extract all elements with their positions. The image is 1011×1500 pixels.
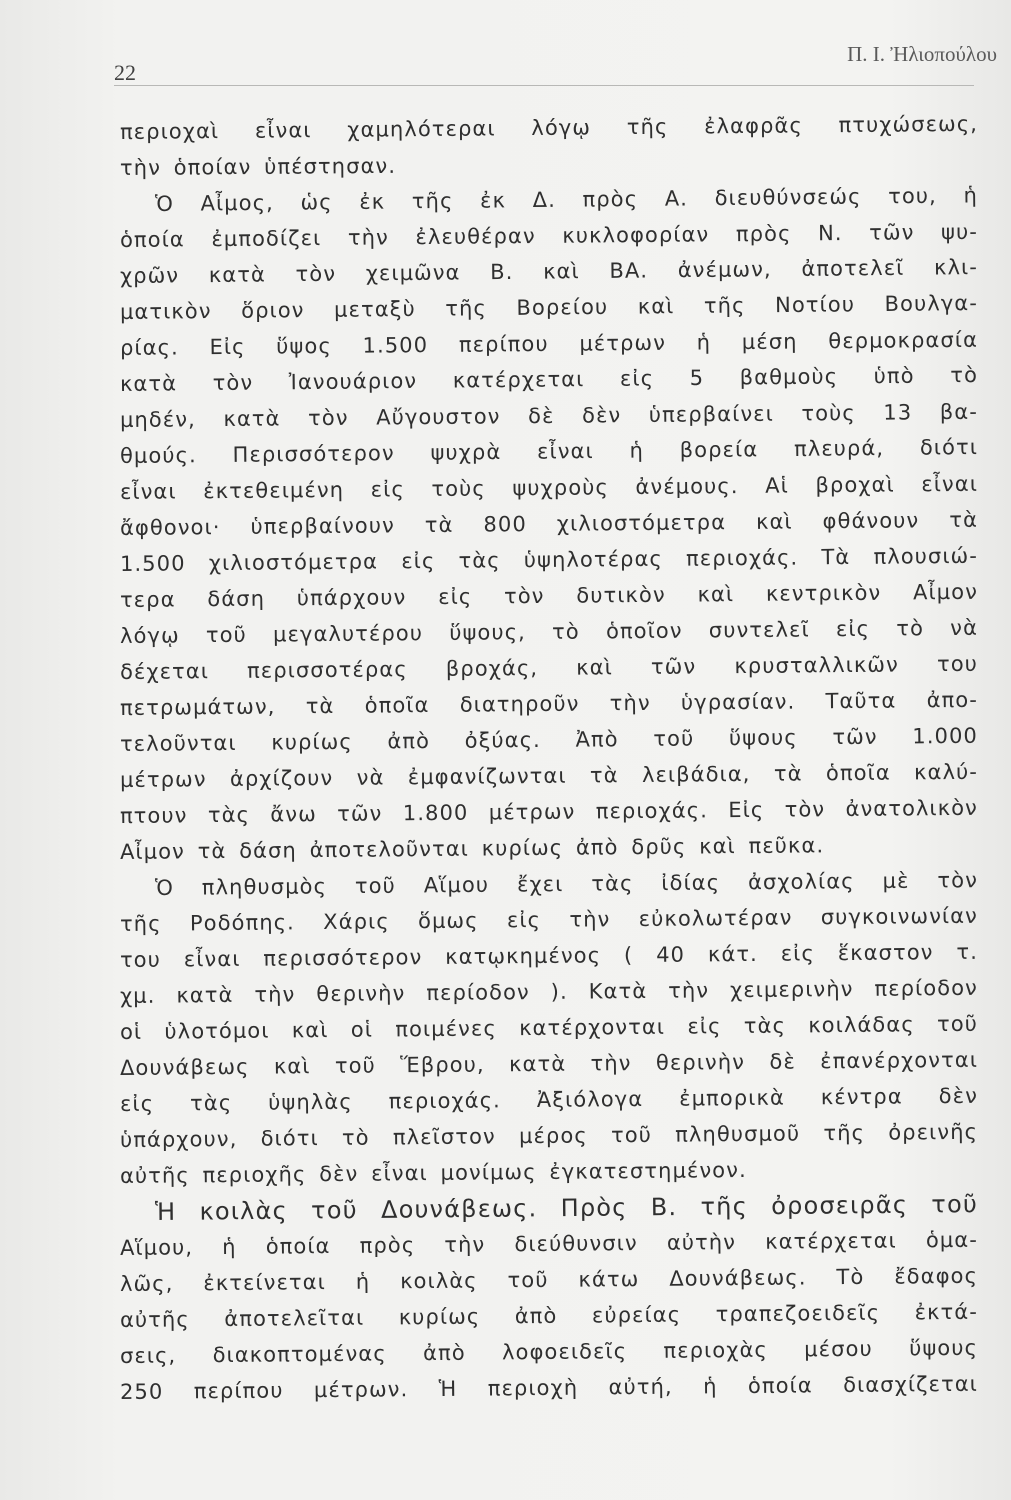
text-line: θμούς. Περισσότερον ψυχρὰ εἶναι ἡ βορεία πλευρά, διότι	[119, 435, 979, 468]
text-line: ἄφθονοι· ὑπερβαίνουν τὰ 800 χιλιοστόμετρα καὶ φθάνουν τὰ	[119, 507, 979, 540]
text-line: τελοῦνται κυρίως ἀπὸ ὀξύας. Ἀπὸ τοῦ ὕψους τῶν 1.000	[119, 723, 979, 756]
text-line: λόγῳ τοῦ μεγαλυτέρου ὕψους, τὸ ὁποῖον συντελεῖ εἰς τὸ νὰ	[119, 615, 979, 648]
text-line: τὴν ὁποίαν ὑπέστησαν.	[119, 153, 397, 180]
text-line: αὐτῆς περιοχῆς δὲν εἶναι μονίμως ἐγκατεστημένον.	[119, 1157, 747, 1188]
text-line: κατὰ τὸν Ἰανουάριον κατέρχεται εἰς 5 βαθμοὺς ὑπὸ τὸ	[119, 363, 979, 396]
section-heading-line: Ἡ κοιλὰς τοῦ Δουνάβεως. Πρὸς Β. τῆς ὀροσειρᾶς τοῦ	[154, 1190, 979, 1226]
text-line: 250 περίπου μέτρων. Ἡ περιοχὴ αὐτή, ἡ ὁποία διασχίζεται	[119, 1371, 979, 1404]
text-line: Ὁ Αἶμος, ὡς ἐκ τῆς ἐκ Δ. πρὸς Α. διευθύνσεώς του, ἡ	[154, 183, 979, 216]
text-line: του εἶναι περισσότερον κατῳκημένος ( 40 κάτ. εἰς ἕκαστον τ.	[119, 939, 979, 972]
text-line: μέτρων ἀρχίζουν νὰ ἐμφανίζωνται τὰ λειβάδια, τὰ ὁποῖα καλύ-	[119, 759, 979, 792]
text-line: ρίας. Εἰς ὕψος 1.500 περίπου μέτρων ἡ μέση θερμοκρασία	[119, 327, 979, 360]
text-line: δέχεται περισσοτέρας βροχάς, καὶ τῶν κρυσταλλικῶν του	[119, 651, 979, 684]
text-line: 1.500 χιλιοστόμετρα εἰς τὰς ὑψηλοτέρας περιοχάς. Τὰ πλουσιώ-	[119, 543, 979, 576]
text-line: Ὁ πληθυσμὸς τοῦ Αἵμου ἔχει τὰς ἰδίας ἀσχολίας μὲ τὸν	[154, 868, 979, 900]
text-line: πτουν τὰς ἄνω τῶν 1.800 μέτρων περιοχάς. Εἰς τὸν ἀνατολικὸν	[119, 795, 979, 828]
page-number: 22	[114, 60, 136, 85]
text-line: αὐτῆς ἀποτελεῖται κυρίως ἀπὸ εὐρείας τραπεζοειδεῖς ἐκτά-	[119, 1299, 979, 1332]
running-head: Π. Ι. Ἠλιοπούλου	[847, 42, 997, 66]
text-line: εἶναι ἐκτεθειμένη εἰς τοὺς ψυχροὺς ἀνέμους. Αἱ βροχαὶ εἶναι	[119, 471, 979, 504]
text-line: λῶς, ἐκτείνεται ἡ κοιλὰς τοῦ κάτω Δουνάβεως. Τὸ ἔδαφος	[119, 1263, 979, 1296]
text-line: σεις, διακοπτομένας ἀπὸ λοφοειδεῖς περιοχὰς μέσου ὕψους	[119, 1335, 979, 1368]
text-line: τερα δάση ὑπάρχουν εἰς τὸν δυτικὸν καὶ κεντρικὸν Αἶμον	[119, 579, 979, 612]
text-line: περιοχαὶ εἶναι χαμηλότεραι λόγῳ τῆς ἐλαφρᾶς πτυχώσεως,	[119, 111, 979, 144]
text-line: ὁποία ἐμποδίζει τὴν ἐλευθέραν κυκλοφορίαν πρὸς Ν. τῶν ψυ-	[119, 219, 979, 252]
text-line: τῆς Ροδόπης. Χάρις ὅμως εἰς τὴν εὐκολωτέραν συγκοινωνίαν	[119, 903, 979, 936]
text-line: Αἵμου, ἡ ὁποία πρὸς τὴν διεύθυνσιν αὐτὴν κατέρχεται ὁμα-	[119, 1227, 979, 1260]
text-line: Δουνάβεως καὶ τοῦ Ἕβρου, κατὰ τὴν θερινὴν δὲ ἐπανέρχονται	[119, 1047, 979, 1080]
text-line: οἱ ὑλοτόμοι καὶ οἱ ποιμένες κατέρχονται εἰς τὰς κοιλάδας τοῦ	[119, 1011, 979, 1044]
text-line: πετρωμάτων, τὰ ὁποῖα διατηροῦν τὴν ὑγρασίαν. Ταῦτα ἀπο-	[119, 687, 979, 720]
text-line: χρῶν κατὰ τὸν χειμῶνα Β. καὶ ΒΑ. ἀνέμων, ἀποτελεῖ κλι-	[119, 255, 979, 288]
text-line: ματικὸν ὅριον μεταξὺ τῆς Βορείου καὶ τῆς Νοτίου Βουλγα-	[119, 291, 979, 324]
text-line: μηδέν, κατὰ τὸν Αὔγουστον δὲ δὲν ὑπερβαίνει τοὺς 13 βα-	[119, 399, 979, 432]
text-line: ὑπάρχουν, διότι τὸ πλεῖστον μέρος τοῦ πληθυσμοῦ τῆς ὀρεινῆς	[119, 1119, 979, 1152]
text-line: Αἶμον τὰ δάση ἀποτελοῦνται κυρίως ἀπὸ δρῦς καὶ πεῦκα.	[119, 833, 825, 864]
text-line: χμ. κατὰ τὴν θερινὴν περίοδον ). Κατὰ τὴν χειμερινὴν περίοδον	[119, 975, 979, 1008]
text-line: εἰς τὰς ὑψηλὰς περιοχάς. Ἀξιόλογα ἐμπορικὰ κέντρα δὲν	[119, 1083, 979, 1116]
